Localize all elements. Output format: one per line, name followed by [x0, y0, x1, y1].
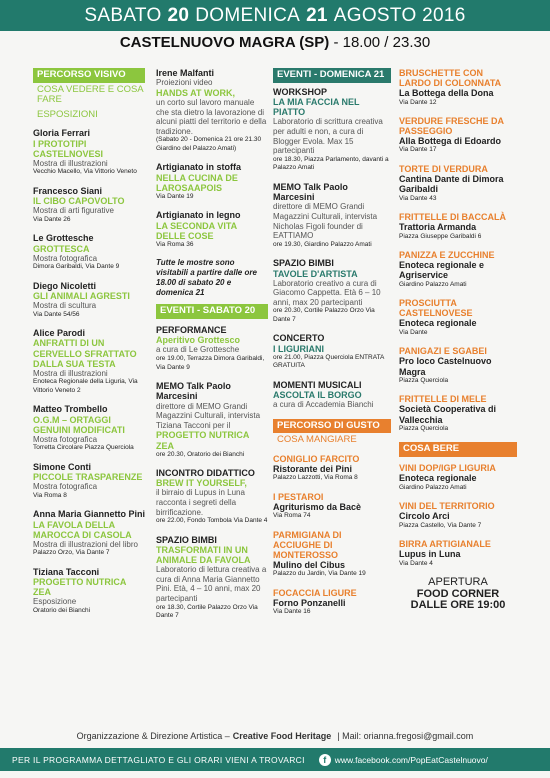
- apertura-line3: DALLE ORE 19:00: [410, 599, 506, 612]
- list-item: VINI DOP/IGP LIGURIA Enoteca regionale Giardino Palazzo Amati: [399, 463, 496, 491]
- list-item: MEMO Talk Paolo Marcesini direttore di MEMO Grandi Magazzini Culturali, intervista Tiziana Tacconi per il PROGETTO NUTRICA ZEA ore 20.30, Oratorio dei Bianchi: [156, 380, 261, 458]
- list-item: TORTE DI VERDURA Cantina Dante di Dimora Garibaldi Via Dante 43: [399, 163, 504, 202]
- footer-brand: Creative Food Heritage: [232, 731, 332, 741]
- list-item: Simone Conti PICCOLE TRASPARENZE Mostra fotografica Via Roma 8: [33, 461, 143, 499]
- footer-credits: [0, 726, 550, 746]
- footer-org: Organizzazione & Direzione Artistica –: [76, 731, 230, 741]
- list-item: INCONTRO DIDATTICO BREW IT YOURSELF, il birraio di Lupus in Luna racconta i segreti della birrificazione. ore 22.00, Fondo Tombola Via Dante 4: [156, 468, 268, 525]
- list-item: FRITTELLE DI MELE Società Cooperativa di Vallecchia Piazza Querciola: [399, 394, 497, 433]
- list-item: VINI DEL TERRITORIO Circolo Arci Piazza Castello, Via Dante 7: [399, 501, 495, 529]
- month-year: AGOSTO 2016: [333, 4, 466, 26]
- list-item: FOCACCIA LIGURE Forno Ponzanelli Via Dante 16: [273, 587, 357, 616]
- list-item: PANIZZA E ZUCCHINE Enoteca regionale e Agriservice Giardino Palazzo Amati: [399, 249, 495, 288]
- program-info: PER IL PROGRAMMA DETTAGLIATO E GLI ORARI VIENI A TROVARCI: [12, 754, 305, 765]
- food-corner-opening: [399, 577, 517, 612]
- list-item: MEMO Talk Paolo Marcesini direttore di MEMO Grandi Magazzini Culturali, intervista Nicholas Figoli founder di EATTIAMO ore 19.30, Giardino Palazzo Amati: [273, 181, 378, 248]
- list-item: Gloria Ferrari I PROTOTIPI CASTELNOVESI Mostra di illustrazioni Vecchio Macello, Via Vittorio Veneto: [33, 128, 137, 176]
- list-item: Diego Nicoletti GLI ANIMALI AGRESTI Mostra di scultura Via Dante 54/56: [33, 280, 130, 318]
- list-item: PARMIGIANA DI ACCIUGHE DI MONTEROSSO Mulino del Cibus Palazzo du Jardin, Via Dante 19: [273, 529, 366, 578]
- day1-number: 20: [167, 4, 190, 26]
- events-saturday-header: EVENTI - SABATO 20: [156, 304, 268, 319]
- cosa-bere-header: COSA BERE: [399, 442, 517, 457]
- date-banner: [0, 0, 550, 31]
- apertura-line1: APERTURA: [428, 575, 488, 588]
- place: CASTELNUOVO MAGRA (SP): [119, 34, 330, 51]
- list-item: PANIGAZI E SGABEI Pro loco Castelnuovo Magra Piazza Querciola: [399, 346, 492, 384]
- percorso-gusto-header: PERCORSO DI GUSTO: [273, 419, 391, 434]
- list-item: BIRRA ARTIGIANALE Lupus in Luna Via Dante 4: [399, 539, 491, 567]
- section-subheader: COSA VEDERE E COSA FARE: [37, 83, 144, 106]
- esposizioni-label: ESPOSIZIONI: [37, 108, 98, 120]
- list-item: SPAZIO BIMBI TRASFORMATI IN UN ANIMALE DA FAVOLA Laboratorio di lettura creativa a cura di Anna Maria Giannetto Pini. Età, 4 – 10 anni, max 20 partecipanti ore 18.30, Cortile Palazzo Orzo Via Dante 7: [156, 534, 267, 619]
- column-percorso-visivo: [33, 68, 145, 624]
- list-item: Tiziana Tacconi PROGETTO NUTRICA ZEA Esposizione Oratorio dei Bianchi: [33, 566, 127, 614]
- list-item: Alice Parodi ANFRATTI DI UN CERVELLO SFRATTATO DALLA SUA TESTA Mostra di illustrazioni Enoteca Regionale della Liguria, Via Vittorio Veneto 2: [33, 328, 138, 394]
- list-item: CONIGLIO FARCITO Ristorante dei Pini Palazzo Lazzotti, Via Roma 8: [273, 453, 360, 482]
- list-item: Francesco Siani IL CIBO CAPOVOLTO Mostra di arti figurative Via Dante 26: [33, 185, 125, 223]
- list-item: WORKSHOP LA MIA FACCIA NEL PIATTO Laboratorio di scrittura creativa per adulti e non, a cura di Blogger Evola. Max 15 partecipanti ore 18.30, Piazza Parlamento, davanti a Palazzo Amati: [273, 86, 389, 172]
- time: - 18.00 / 23.30: [333, 34, 431, 51]
- footer-mail[interactable]: | Mail: orianna.fregosi@gmail.com: [337, 731, 474, 741]
- section-header: PERCORSO VISIVO: [33, 68, 145, 83]
- list-item: CONCERTO I LIGURIANI ore 21.00, Piazza Querciola ENTRATA GRATUITA: [273, 333, 385, 370]
- day1: SABATO: [84, 4, 162, 26]
- list-item: PROSCIUTTA CASTELNOVESE Enoteca regionale Via Dante: [399, 298, 477, 336]
- list-item: VERDURE FRESCHE DA PASSEGGIO Alla Bottega di Edoardo Via Dante 17: [399, 115, 504, 154]
- list-item: PERFORMANCE Aperitivo Grottesco a cura di Le Grottesche ore 19.00, Terrazza Dimora Garibaldi, Via Dante 9: [156, 325, 265, 371]
- facebook-link[interactable]: www.facebook.com/PopEatCastelnuovo/: [334, 754, 488, 765]
- column-sabato: [156, 68, 268, 629]
- column-domenica: [273, 68, 391, 626]
- bottom-banner: [0, 748, 550, 771]
- list-item: Artigianato in legno LA SECONDA VITA DELLE COSE Via Roma 36: [156, 210, 241, 248]
- list-item: SPAZIO BIMBI TAVOLE D'ARTISTA Laboratorio creativo a cura di Giacomo Cappetta. Età 6 – 10 anni, max 20 partecipanti ore 20.30, Cortile Palazzo Orzo Via Dante 7: [273, 258, 381, 323]
- location-time: [0, 34, 550, 51]
- list-item: Matteo Trombello O.G.M – ORTAGGI GENUINI MODIFICATI Mostra fotografica Torretta Circolare Piazza Querciola: [33, 404, 134, 452]
- column-food-drinks: [399, 68, 517, 612]
- list-item: BRUSCHETTE CON LARDO DI COLONNATA La Bottega della Dona Via Dante 12: [399, 68, 502, 106]
- events-sunday-header: EVENTI - DOMENICA 21: [273, 68, 391, 83]
- list-item: I PESTAROI Agriturismo da Bacè Via Roma 74: [273, 491, 362, 520]
- list-item: Artigianato in stoffa NELLA CUCINA DE LAROSAAPOIS Via Dante 19: [156, 162, 241, 200]
- day2-number: 21: [306, 4, 328, 26]
- list-item: FRITTELLE DI BACCALÀ Trattoria Armanda Piazza Giuseppe Garibaldi 6: [399, 212, 506, 240]
- list-item: Anna Maria Giannetto Pini LA FAVOLA DELLA MAROCCA DI CASOLA Mostra di illustrazioni del libro Palazzo Orzo, Via Dante 7: [33, 509, 145, 557]
- exhibition-note: Tutte le mostre sono visitabili a partire dalle ore 18.00 di sabato 20 e domenica 21: [156, 258, 257, 298]
- facebook-icon[interactable]: f: [319, 754, 331, 766]
- day2: DOMENICA: [195, 4, 301, 26]
- list-item: Le Grottesche GROTTESCA Mostra fotografica Dimora Garibaldi, Via Dante 9: [33, 233, 120, 271]
- percorso-gusto-sub: COSA MANGIARE: [277, 434, 357, 446]
- list-item: Irene Malfanti Proiezioni video HANDS AT WORK, un corto sul lavoro manuale che sta dietro la lavorazione di alcuni piatti del territorio e della tradizione. (Sabato 20 - Domenica 21 ore 21.30 Giardino del Palazzo Amati): [156, 68, 267, 152]
- apertura-line2: FOOD CORNER: [416, 587, 500, 600]
- list-item: MOMENTI MUSICALI ASCOLTA IL BORGO a cura di Accademia Bianchi: [273, 379, 374, 409]
